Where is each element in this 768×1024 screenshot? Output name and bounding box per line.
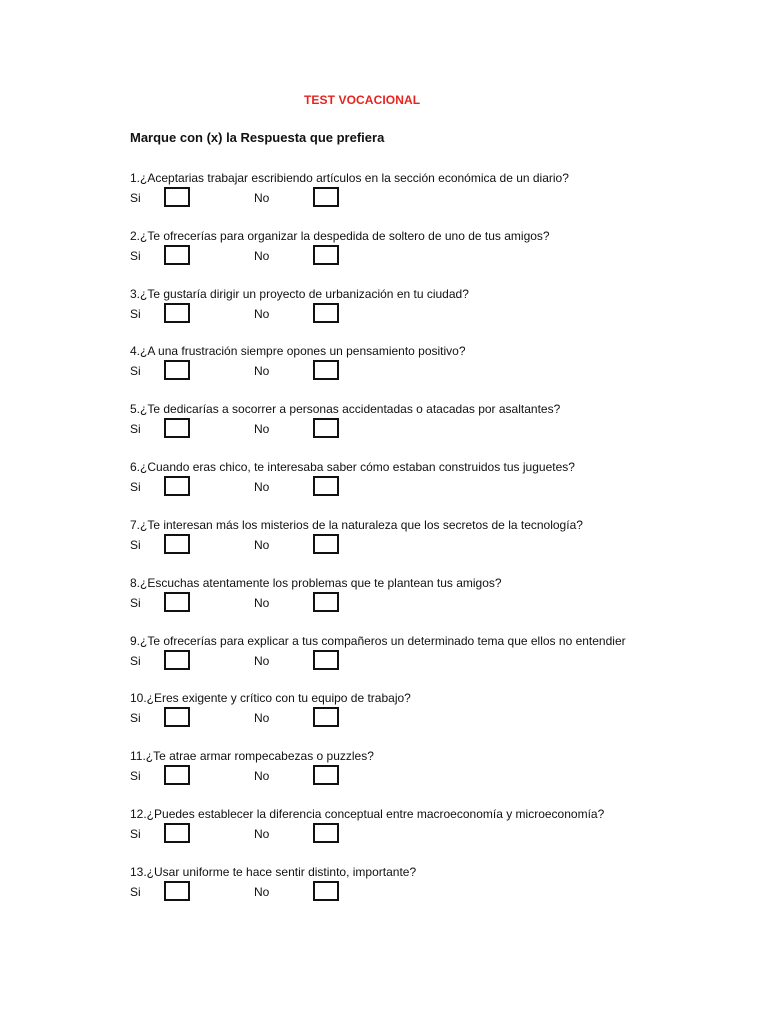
no-checkbox[interactable] <box>313 245 339 265</box>
yes-checkbox[interactable] <box>164 650 190 670</box>
option-yes-label: Si <box>130 307 141 321</box>
yes-checkbox[interactable] <box>164 765 190 785</box>
yes-checkbox[interactable] <box>164 881 190 901</box>
question-text: 11.¿Te atrae armar rompecabezas o puzzles? <box>130 749 374 763</box>
yes-checkbox[interactable] <box>164 360 190 380</box>
option-yes-label: Si <box>130 422 141 436</box>
option-yes-label: Si <box>130 769 141 783</box>
option-no-label: No <box>254 827 270 841</box>
question-text: 6.¿Cuando eras chico, te interesaba saber cómo estaban construidos tus juguetes? <box>130 460 575 474</box>
no-checkbox[interactable] <box>313 765 339 785</box>
yes-checkbox[interactable] <box>164 534 190 554</box>
option-no-label: No <box>254 769 270 783</box>
question-item <box>130 170 650 218</box>
page-title: TEST VOCACIONAL <box>304 93 421 107</box>
option-no-label: No <box>254 885 270 899</box>
no-checkbox[interactable] <box>313 534 339 554</box>
option-yes-label: Si <box>130 191 141 205</box>
option-no-label: No <box>254 538 270 552</box>
option-no-label: No <box>254 307 270 321</box>
question-text: 5.¿Te dedicarías a socorrer a personas accidentadas o atacadas por asaltantes? <box>130 402 561 416</box>
option-no-label: No <box>254 191 270 205</box>
question-text: 2.¿Te ofrecerías para organizar la despedida de soltero de uno de tus amigos? <box>130 229 550 243</box>
question-text: 12.¿Puedes establecer la diferencia conceptual entre macroeconomía y microeconomía? <box>130 807 605 821</box>
option-no-label: No <box>254 422 270 436</box>
no-checkbox[interactable] <box>313 418 339 438</box>
option-no-label: No <box>254 654 270 668</box>
question-item <box>130 748 650 796</box>
question-item <box>130 517 650 565</box>
option-yes-label: Si <box>130 538 141 552</box>
question-item <box>130 575 650 623</box>
option-yes-label: Si <box>130 596 141 610</box>
option-yes-label: Si <box>130 480 141 494</box>
yes-checkbox[interactable] <box>164 187 190 207</box>
yes-checkbox[interactable] <box>164 418 190 438</box>
option-yes-label: Si <box>130 654 141 668</box>
question-text: 1.¿Aceptarias trabajar escribiendo artículos en la sección económica de un diario? <box>130 171 569 185</box>
question-item <box>130 343 650 391</box>
option-no-label: No <box>254 596 270 610</box>
no-checkbox[interactable] <box>313 303 339 323</box>
question-text: 4.¿A una frustración siempre opones un pensamiento positivo? <box>130 344 466 358</box>
no-checkbox[interactable] <box>313 650 339 670</box>
question-text: 8.¿Escuchas atentamente los problemas que te plantean tus amigos? <box>130 576 502 590</box>
question-item <box>130 459 650 507</box>
question-item <box>130 633 650 681</box>
option-no-label: No <box>254 249 270 263</box>
question-text: 10.¿Eres exigente y crítico con tu equipo de trabajo? <box>130 691 411 705</box>
question-item <box>130 286 650 334</box>
option-yes-label: Si <box>130 885 141 899</box>
no-checkbox[interactable] <box>313 823 339 843</box>
question-item <box>130 864 650 912</box>
yes-checkbox[interactable] <box>164 303 190 323</box>
option-yes-label: Si <box>130 364 141 378</box>
yes-checkbox[interactable] <box>164 245 190 265</box>
no-checkbox[interactable] <box>313 476 339 496</box>
question-item <box>130 806 650 854</box>
question-text: 9.¿Te ofrecerías para explicar a tus compañeros un determinado tema que ellos no entendier <box>130 634 626 648</box>
option-yes-label: Si <box>130 827 141 841</box>
question-text: 3.¿Te gustaría dirigir un proyecto de urbanización en tu ciudad? <box>130 287 469 301</box>
yes-checkbox[interactable] <box>164 476 190 496</box>
no-checkbox[interactable] <box>313 707 339 727</box>
no-checkbox[interactable] <box>313 592 339 612</box>
option-no-label: No <box>254 364 270 378</box>
no-checkbox[interactable] <box>313 360 339 380</box>
question-text: 13.¿Usar uniforme te hace sentir distinto, importante? <box>130 865 417 879</box>
yes-checkbox[interactable] <box>164 707 190 727</box>
no-checkbox[interactable] <box>313 881 339 901</box>
question-text: 7.¿Te interesan más los misterios de la naturaleza que los secretos de la tecnología? <box>130 518 583 532</box>
option-yes-label: Si <box>130 249 141 263</box>
instruction-text: Marque con (x) la Respuesta que prefiera <box>130 130 385 145</box>
yes-checkbox[interactable] <box>164 592 190 612</box>
option-yes-label: Si <box>130 711 141 725</box>
question-item <box>130 228 650 276</box>
no-checkbox[interactable] <box>313 187 339 207</box>
question-item <box>130 401 650 449</box>
yes-checkbox[interactable] <box>164 823 190 843</box>
option-no-label: No <box>254 480 270 494</box>
option-no-label: No <box>254 711 270 725</box>
question-item <box>130 690 650 738</box>
